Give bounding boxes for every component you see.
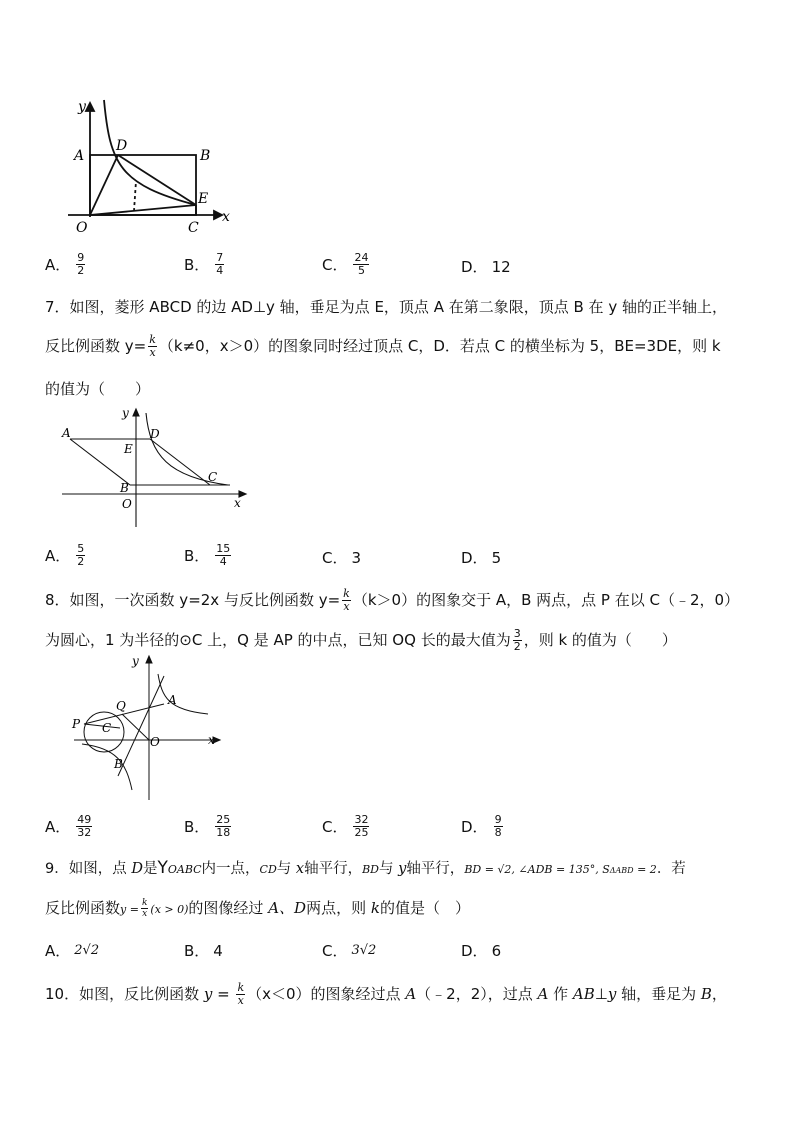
label-O: O	[122, 497, 132, 511]
option-letter: D．	[461, 818, 488, 836]
option-text: 2√2	[74, 943, 100, 958]
dashed-segment	[134, 181, 136, 211]
q7-option-d[interactable]	[461, 547, 501, 568]
label-E: E	[198, 191, 209, 207]
q6-option-b[interactable]	[184, 252, 226, 277]
q7-option-a[interactable]	[45, 543, 87, 568]
q7-line-2: 反比例函数 y= $\frac{k}{x}$ （k≠0，x＞0）的图象同时经过顶点 C，D．若点 C 的横坐标为 5，BE=3DE，则 k	[45, 333, 721, 359]
label-y: y	[122, 406, 129, 420]
label-A: A	[62, 426, 71, 440]
option-letter: A．	[45, 942, 71, 960]
option-fraction: $\frac{9}{8}$	[494, 813, 502, 839]
label-y: y	[78, 99, 86, 115]
q7-option-c[interactable]	[322, 547, 361, 568]
q8-option-b[interactable]	[184, 814, 233, 839]
label-Q: Q	[116, 699, 126, 713]
q6-figure	[60, 95, 235, 240]
q9-line-1: 9．如图，点 D是YOABC内一点，CD与 x轴平行，BD与 y轴平行，BD = √2, ∠ADB = 135°, SΔABD = 2．若	[45, 858, 686, 878]
segment-DE	[118, 155, 196, 205]
option-fraction: $\frac{15}{4}$	[216, 542, 231, 568]
label-O: O	[150, 735, 160, 749]
q8-line-2: 为圆心，1 为半径的⊙C 上，Q 是 AP 的中点，已知 OQ 长的最大值为 $\frac{3}{2}$ ，则 k 的值为（ ）	[45, 627, 677, 653]
option-fraction: $\frac{5}{2}$	[77, 542, 85, 568]
label-C: C	[208, 470, 218, 484]
label-O: O	[76, 220, 88, 236]
q7-line-3: 的值为（ ）	[45, 380, 151, 398]
option-text: 3√2	[351, 943, 377, 958]
q8-option-d[interactable]	[461, 814, 505, 839]
option-fraction: $\frac{25}{18}$	[216, 813, 231, 839]
q8-option-c[interactable]	[322, 814, 371, 839]
label-B: B	[114, 757, 123, 771]
option-text: 6	[491, 941, 502, 960]
q8-option-a[interactable]	[45, 814, 94, 839]
option-letter: B．	[184, 547, 210, 565]
option-letter: C．	[322, 942, 348, 960]
q9-option-d[interactable]	[461, 940, 501, 961]
option-text: 3	[351, 548, 362, 567]
label-A: A	[74, 148, 85, 164]
segment-OD	[90, 155, 118, 215]
label-B: B	[120, 481, 129, 495]
q6-option-d[interactable]	[461, 256, 511, 277]
label-A: A	[168, 693, 177, 707]
option-text: 4	[213, 941, 223, 960]
option-fraction: $\frac{32}{25}$	[354, 813, 369, 839]
segment-DC	[150, 439, 210, 485]
label-x: x	[222, 209, 230, 225]
hyperbola-branch-2	[82, 744, 132, 790]
label-x: x	[208, 733, 215, 747]
option-text: 12	[491, 257, 511, 276]
option-letter: B．	[184, 256, 210, 274]
option-fraction: $\frac{7}{4}$	[216, 251, 224, 277]
option-letter: A．	[45, 547, 71, 565]
q9-option-b[interactable]	[184, 940, 223, 961]
q7-option-b[interactable]	[184, 543, 233, 568]
option-letter: C．	[322, 256, 348, 274]
q10-line-1: 10．如图，反比例函数 y = $\frac{k}{x}$ （x＜0）的图象经过点 A（﹣2，2），过点 A 作 AB⊥y 轴，垂足为 B，	[45, 981, 727, 1007]
label-C: C	[102, 721, 112, 735]
option-letter: B．	[184, 942, 210, 960]
option-letter: B．	[184, 818, 210, 836]
label-E: E	[124, 442, 133, 456]
option-fraction: $\frac{9}{2}$	[77, 251, 85, 277]
option-letter: A．	[45, 818, 71, 836]
option-letter: C．	[322, 818, 348, 836]
option-letter: D．	[461, 258, 488, 276]
option-letter: D．	[461, 942, 488, 960]
q9-option-a[interactable]	[45, 940, 99, 961]
option-fraction: $\frac{24}{5}$	[354, 251, 369, 277]
q7-line-1: 7．如图，菱形 ABCD 的边 AD⊥y 轴，垂足为点 E，顶点 A 在第二象限，顶点 B 在 y 轴的正半轴上，	[45, 298, 727, 316]
label-y: y	[132, 654, 139, 668]
label-D: D	[150, 427, 160, 441]
label-x: x	[234, 496, 241, 510]
q8-line-1: 8．如图，一次函数 y=2x 与反比例函数 y= $\frac{k}{x}$ （k＞0）的图象交于 A，B 两点，点 P 在以 C（﹣2，0）	[45, 587, 740, 613]
option-letter: D．	[461, 549, 488, 567]
q7-figure	[58, 405, 253, 530]
line-y-2x	[118, 676, 164, 776]
option-fraction: $\frac{49}{32}$	[77, 813, 92, 839]
q6-option-c[interactable]	[322, 252, 371, 277]
label-B: B	[200, 148, 211, 164]
q6-option-a[interactable]	[45, 252, 87, 277]
option-letter: C．	[322, 549, 348, 567]
option-text: 5	[491, 548, 502, 567]
segment-OE	[90, 205, 196, 215]
label-C: C	[188, 220, 199, 236]
option-letter: A．	[45, 256, 71, 274]
label-D: D	[116, 138, 128, 154]
hyperbola-branch-1	[158, 674, 208, 714]
label-P: P	[72, 717, 81, 731]
q8-figure	[68, 652, 228, 802]
segment-AB	[70, 439, 130, 485]
q9-line-2: 反比例函数y = $\frac{k}{x}$ (x > 0)的图像经过 A、D两点，则 k的值是（ ）	[45, 898, 470, 919]
q9-option-c[interactable]	[322, 940, 376, 961]
